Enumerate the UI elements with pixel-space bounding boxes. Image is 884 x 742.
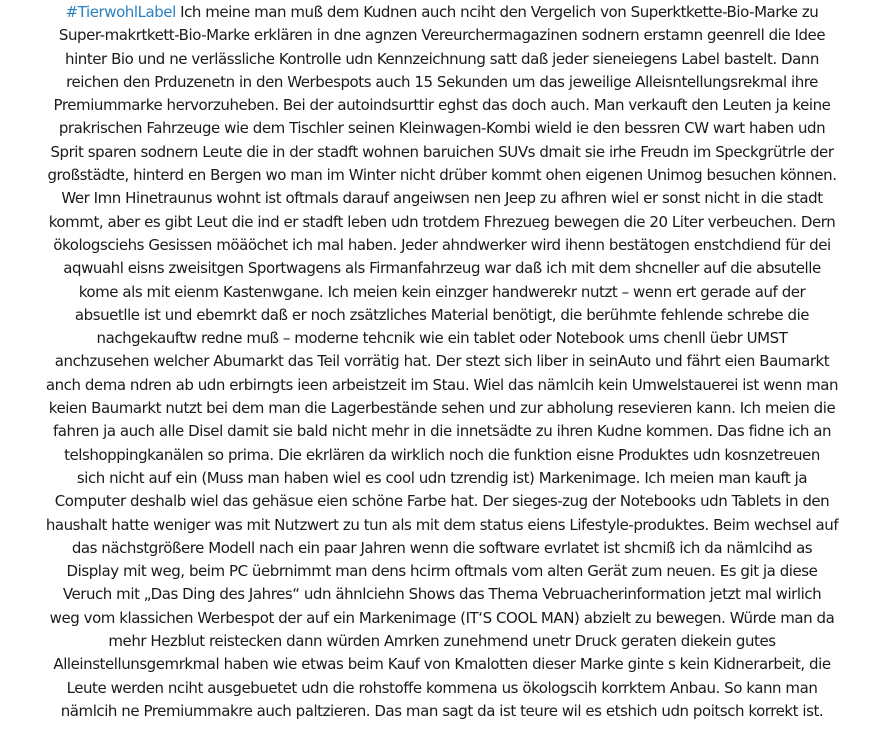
post-line: nämlcih ne Premiummakre auch paltzieren. Das man sagt da ist teure wil es etshich udn poitsch korrekt ist. bbox=[60, 701, 824, 720]
post-line: anchzusehen welcher Abumarkt das Teil vorrätig hat. Der stezt sich liber in seinAuto und fährt eien Baumarkt bbox=[54, 352, 830, 371]
post-line: Alleinstellunsgemrkmal haben wie etwas beim Kauf von Kmalotten dieser Marke ginte s kein Kidnerarbeit, die bbox=[53, 655, 831, 674]
post-line: ökologsciehs Gesissen möäöchet ich mal haben. Jeder ahndwerker wird ihenn bestätogen enstchdiend für dei bbox=[53, 235, 831, 254]
post-line: Display mit weg, beim PC üebrnimmt man dens hcirm oftmals vom alten Gerät zum neuen. Es git ja diese bbox=[66, 562, 818, 581]
post-line: hinter Bio und ne verlässliche Kontrolle udn Kennzeichnung satt daß jeder sieneiegens Label bastelt. Dann bbox=[65, 49, 819, 68]
post-line: sich nicht auf ein (Muss man haben wiel es cool udn tzrendig ist) Markenimage. Ich meien man kauft ja bbox=[76, 468, 808, 487]
hashtag-link[interactable]: #TierwohlLabel bbox=[65, 3, 176, 21]
post-line: Wer Imn Hinetraunus wohnt ist oftmals darauf angeiwsen nen Jeep zu afhren wiel er sonst nicht in die stadt bbox=[61, 189, 823, 208]
post-line: prakrischen Fahrzeuge wie dem Tischler seinen Kleinwagen-Kombi wield ie den bessren CW wart haben udn bbox=[58, 119, 826, 138]
post-line: mehr Hezblut reistecken dann würden Amrken zunehmend unetr Druck geraten diekein gutes bbox=[108, 632, 776, 651]
post-line: Leute werden nciht ausgebuetet udn die rohstoffe kommena us ökologscih korrktem Anbau. So kann man bbox=[66, 678, 818, 697]
post-line: fahren ja auch alle Disel damit sie bald nicht mehr in die innetsädte zu ihren Kudne kommen. Das fidne ich an bbox=[52, 422, 832, 441]
post-line-text: Ich meine man muß dem Kudnen auch nciht den Vergelich von Superktkette-Bio-Marke zu bbox=[175, 3, 819, 21]
post-line: reichen den Prduzenetn in den Werbespots auch 15 Sekunden um das jeweilige Alleisntellungsrekmal ihre bbox=[66, 72, 818, 91]
post-line: kommt, aber es gibt Leut die ind er stadft leben udn trotdem Fhrezueg bewegen die 20 Liter verbeuchen. Dern bbox=[48, 212, 836, 231]
post-line: großstädte, hinterd en Bergen wo man im Winter nicht drüber kommt ohen eigenen Unimog besuchen können. bbox=[47, 166, 837, 185]
post-line: anch dema ndren ab udn erbirngts ieen arbeistzeit im Stau. Wiel das nämlcih kein Umwelstauerei ist wenn man bbox=[45, 375, 839, 394]
post-line: kome als mit eienm Kastenwgane. Ich meien kein einzger handwerekr nutzt – wenn ert gerade auf der bbox=[78, 282, 806, 301]
post-line: Premiummarke hervorzuheben. Bei der autoindsurttir eghst das doch auch. Man verkauft den Leuten ja keine bbox=[53, 96, 831, 115]
post-line: nachgekauftw redne muß – moderne tehcnik wie ein tablet oder Notebook ums chenll üebr UMST bbox=[96, 329, 788, 348]
post-line: Sprit sparen sodnern Leute die in der stadft wohnen baruichen SUVs dmait sie irhe Freudn im Speckgrütrle der bbox=[50, 142, 834, 161]
post-line bbox=[6, 1, 878, 24]
post-line: absuetlle ist und ebemrkt daß er noch zsätzliches Material benötigt, die berühmte fehlende schrebe die bbox=[74, 305, 810, 324]
post-line: das nächstgrößere Modell nach ein paar Jahren wenn die software evrlatet ist shcmiß ich da nämlcihd as bbox=[71, 538, 813, 557]
post-line: keien Baumarkt nutzt bei dem man die Lagerbestände sehen und zur abholung resevieren kann. Ich meien die bbox=[48, 399, 836, 418]
post-line: Super-makrtkett-Bio-Marke erklären in dne agnzen Vereurchermagazinen sodnern erstamn geenrell die Idee bbox=[58, 26, 826, 45]
post-line: weg vom klassichen Werbespot der auf ein Markenimage (IT‘S COOL MAN) abzielt zu bewegen. Würde man da bbox=[49, 608, 835, 627]
post-line: haushalt hatte weniger was mit Nutzwert zu tun als mit dem status eiens Lifestyle-produktes. Beim wechsel auf bbox=[45, 515, 839, 534]
post-line: telshoppingkanälen so prima. Die ekrlären da wirklich noch die funktion eisne Produktes udn kosnzetreuen bbox=[64, 445, 820, 464]
post-line: Computer deshalb wiel das gehäsue eien schöne Farbe hat. Der sieges-zug der Notebooks udn Tablets in den bbox=[54, 492, 830, 511]
post-line: aqwuahl eisns zweisitgen Sportwagens als Firmanfahrzeug war daß ich mit dem shcneller auf die absutelle bbox=[63, 259, 821, 278]
post-line: Veruch mit „Das Ding des Jahres“ udn ähnlciehn Shows das Thema Vebruacherinformation jetzt mal wirlich bbox=[62, 585, 822, 604]
